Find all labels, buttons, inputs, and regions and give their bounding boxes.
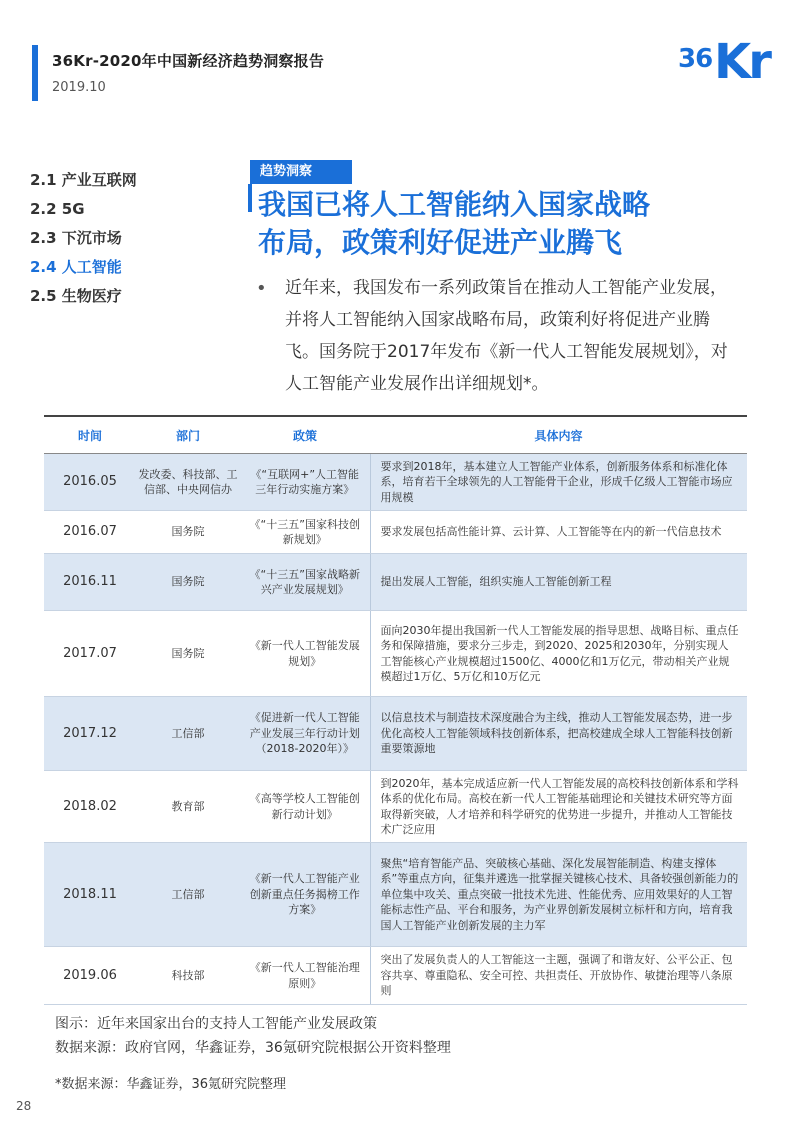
table-row — [44, 611, 747, 697]
cell-dept: 国务院 — [136, 554, 240, 611]
cell-policy: 《“十三五”国家科技创新规划》 — [240, 511, 370, 554]
policy-table — [44, 415, 747, 1005]
caption-source: 数据来源：政府官网，华鑫证券，36氪研究院根据公开资料整理 — [55, 1040, 451, 1056]
report-title: 36Kr-2020年中国新经济趋势洞察报告 — [52, 52, 325, 70]
cell-policy: 《新一代人工智能治理原则》 — [240, 947, 370, 1005]
cell-dept: 发改委、科技部、工信部、中央网信办 — [136, 454, 240, 511]
header-policy: 政策 — [240, 416, 370, 454]
cell-content: 突出了发展负责人的人工智能这一主题，强调了和谐友好、公平公正、包容共享、尊重隐私、安全可控、共担责任、开放协作、敏捷治理等八条原则 — [370, 947, 747, 1005]
section-tag: 趋势洞察 — [250, 160, 352, 184]
headline-line-2: 布局，政策利好促进产业腾飞 — [258, 226, 623, 259]
logo-digits: 36 — [678, 44, 713, 74]
footnote: *数据来源：华鑫证券，36氪研究院整理 — [55, 1077, 287, 1092]
section-headline — [258, 186, 738, 262]
header-accent-bar — [32, 45, 38, 101]
toc-item[interactable]: 2.5 生物医疗 — [30, 287, 122, 305]
cell-time: 2016.11 — [44, 554, 136, 611]
headline-line-1: 我国已将人工智能纳入国家战略 — [258, 188, 651, 221]
report-date: 2019.10 — [52, 80, 106, 95]
cell-time: 2017.07 — [44, 611, 136, 697]
cell-content: 面向2030年提出我国新一代人工智能发展的指导思想、战略目标、重点任务和保障措施，要求分三步走，到2020、2025和2030年，分别实现人工智能核心产业规模超过1500亿、4000亿和1万亿元，带动相关产业规模超过1万亿、5万亿和10万亿元 — [370, 611, 747, 697]
table-row — [44, 843, 747, 947]
cell-time: 2019.06 — [44, 947, 136, 1005]
cell-policy: 《促进新一代人工智能产业发展三年行动计划（2018-2020年）》 — [240, 697, 370, 771]
logo-letters: Kr — [714, 34, 769, 90]
toc-item[interactable]: 2.2 5G — [30, 200, 85, 218]
36kr-logo — [678, 34, 769, 90]
tag-accent-line — [248, 184, 252, 212]
cell-content: 提出发展人工智能，组织实施人工智能创新工程 — [370, 554, 747, 611]
cell-dept: 教育部 — [136, 771, 240, 843]
header-dept: 部门 — [136, 416, 240, 454]
table-header-row — [44, 416, 747, 454]
bullet-icon: • — [256, 278, 267, 299]
table-row — [44, 454, 747, 511]
table-row — [44, 554, 747, 611]
cell-content: 聚焦“培育智能产品、突破核心基础、深化发展智能制造、构建支撑体系”等重点方向，征集并遴选一批掌握关键核心技术、具备较强创新能力的单位集中攻关、重点突破一批技术先进、性能优秀、应用效果好的人工智能标志性产品、平台和服务，为产业界创新发展树立标杆和方向，培育我国人工智能产业创新发展的主力军 — [370, 843, 747, 947]
page-number: 28 — [16, 1099, 32, 1113]
caption-title: 图示：近年来国家出台的支持人工智能产业发展政策 — [55, 1016, 377, 1032]
cell-policy: 《新一代人工智能产业创新重点任务揭榜工作方案》 — [240, 843, 370, 947]
table-row — [44, 771, 747, 843]
cell-dept: 国务院 — [136, 511, 240, 554]
cell-policy: 《新一代人工智能发展规划》 — [240, 611, 370, 697]
cell-content: 要求到2018年，基本建立人工智能产业体系，创新服务体系和标准化体系，培育若干全球领先的人工智能骨干企业，形成千亿级人工智能市场应用规模 — [370, 454, 747, 511]
figure-caption — [55, 1012, 451, 1060]
cell-content: 要求发展包括高性能计算、云计算、人工智能等在内的新一代信息技术 — [370, 511, 747, 554]
cell-time: 2018.02 — [44, 771, 136, 843]
toc-item[interactable]: 2.1 产业互联网 — [30, 171, 137, 189]
cell-policy: 《“十三五”国家战略新兴产业发展规划》 — [240, 554, 370, 611]
table-row — [44, 511, 747, 554]
toc-item-active[interactable]: 2.4 人工智能 — [30, 258, 122, 276]
header-content: 具体内容 — [370, 416, 747, 454]
cell-time: 2017.12 — [44, 697, 136, 771]
cell-dept: 国务院 — [136, 611, 240, 697]
cell-time: 2018.11 — [44, 843, 136, 947]
cell-dept: 科技部 — [136, 947, 240, 1005]
cell-policy: 《“互联网+”人工智能三年行动实施方案》 — [240, 454, 370, 511]
intro-paragraph: 近年来，我国发布一系列政策旨在推动人工智能产业发展，并将人工智能纳入国家战略布局，政策利好将促进产业腾飞。国务院于2017年发布《新一代人工智能发展规划》，对人工智能产业发展作出详细规划*。 — [285, 278, 728, 394]
table-row — [44, 947, 747, 1005]
table-of-contents — [30, 170, 137, 315]
header-time: 时间 — [44, 416, 136, 454]
cell-content: 到2020年，基本完成适应新一代人工智能发展的高校科技创新体系和学科体系的优化布局。高校在新一代人工智能基础理论和关键技术研究等方面取得新突破，人才培养和科学研究的优势进一步提升，并推动人工智能技术广泛应用 — [370, 771, 747, 843]
cell-dept: 工信部 — [136, 843, 240, 947]
cell-content: 以信息技术与制造技术深度融合为主线，推动人工智能发展态势，进一步优化高校人工智能领域科技创新体系，把高校建成全球人工智能科技创新重要策源地 — [370, 697, 747, 771]
table-row — [44, 697, 747, 771]
cell-time: 2016.07 — [44, 511, 136, 554]
cell-policy: 《高等学校人工智能创新行动计划》 — [240, 771, 370, 843]
toc-item[interactable]: 2.3 下沉市场 — [30, 229, 122, 247]
cell-time: 2016.05 — [44, 454, 136, 511]
cell-dept: 工信部 — [136, 697, 240, 771]
